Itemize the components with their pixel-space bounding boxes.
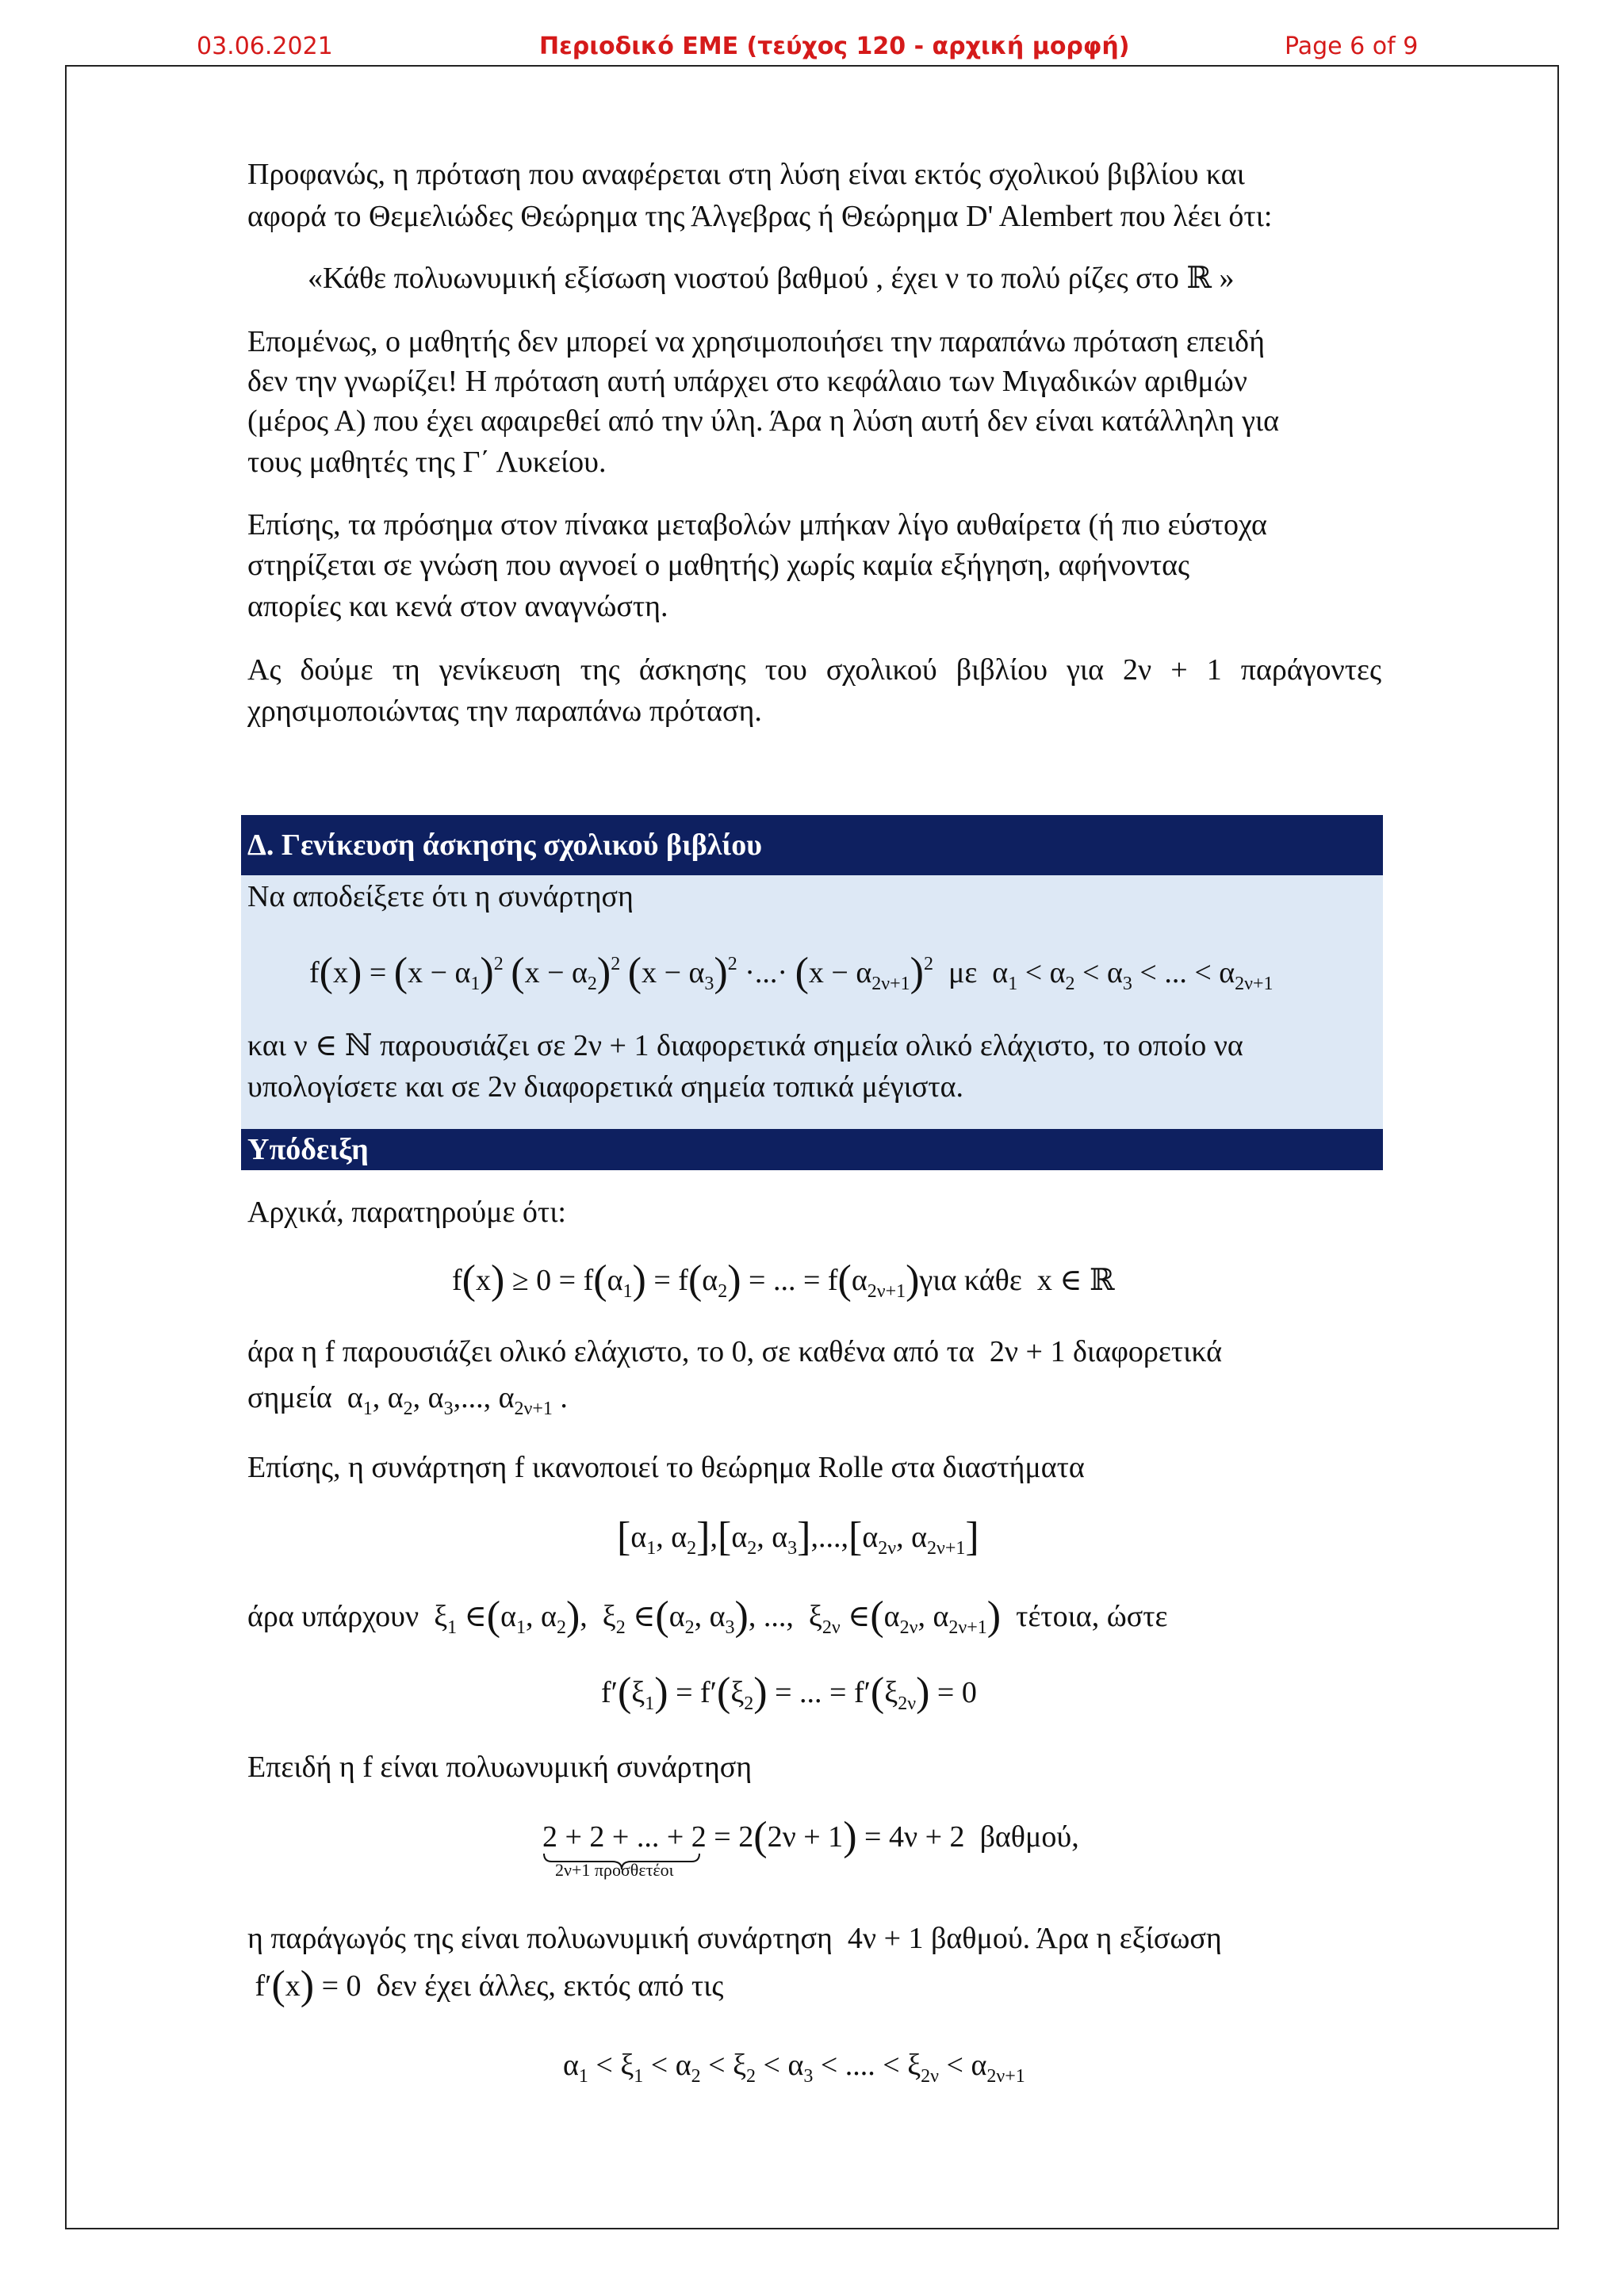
hint-line: σημεία $\alpha_1$, $\alpha_2$, $\alpha_3$,..., $\alpha_{2\nu+1}$ . [247,1381,568,1419]
hint-text-segment: σημεία [247,1381,332,1414]
equation-derivative-zero: $f'(\xi_1) = f'(\xi_2)$ = ... = $f'(\xi_{2\nu}) = 0$ [601,1670,977,1715]
paragraph-line: (μέρος Α) που έχει αφαιρεθεί από την ύλη. Άρα η λύση αυτή δεν είναι κατάλληλη για [247,404,1280,438]
root-ordering: $\alpha_1 < \xi_1 < \alpha_2 < \xi_2 < \alpha_3$ < .... < $\xi_{2\nu} < \alpha_{2\nu+1}$ [563,2049,1025,2087]
problem-line: υπολογίσετε και σε 2ν διαφορετικά σημεία τοπικά μέγιστα. [247,1070,964,1104]
hint-text-segment: η παράγωγός της είναι πολυωνυμική συνάρτηση [247,1922,833,1955]
hint-text: Επειδή η f είναι πολυωνυμική συνάρτηση [247,1751,753,1784]
paragraph-line: Προφανώς, η πρόταση που αναφέρεται στη λύση είναι εκτός σχολικού βιβλίου και [247,158,1245,191]
hint-text: Αρχικά, παρατηρούμε ότι: [247,1196,566,1229]
equation-minimum: $f(x) \ge 0 = f(\alpha_1) = f(\alpha_2)$ = ... = $f(\alpha_{2\nu+1})\gamma\iota\alpha$ κάθε x ∈ ℝ [452,1257,1115,1303]
paragraph-line: Ας δούμε τη γενίκευση της άσκησης του σχολικού βιβλίου για 2ν + 1 παράγοντες [247,653,1381,687]
header-title: Περιοδικό ΕΜΕ (τεύχος 120 - αρχική μορφή) [539,33,1130,60]
problem-formula: $f(x) = (x - \alpha_1)^2$ $(x - \alpha_2)^2$ $(x - \alpha_3)^2$ ·...· $(x - \alpha_{2\nu+1})^2$ με $\alpha_1 < \alpha_2 < \alpha_3$ < ... < $\alpha_{2\nu+1}$ [309,950,1274,995]
header-page-number: Page 6 of 9 [1285,33,1419,60]
hint-line: άρα υπάρχουν $\xi_1$ $\in(\alpha_1$, $\alpha_2$), $\xi_2$ $\in(\alpha_2$, $\alpha_3$), ..., $\xi_{2\nu}$ $\in(\alpha_{2\nu}$, $\alpha_{2\nu+1}$) τέτοια, ώστε [247,1594,1168,1639]
hint-line: f′(x) = 0 δεν έχει άλλες, εκτός από τις [247,1963,724,2008]
hint-text-segment: βαθμού. Άρα η εξίσωση [931,1922,1222,1955]
equation-tail: για κάθε [919,1264,1022,1297]
hint-text-segment: , σε καθένα από τα [746,1335,975,1368]
rolle-intervals: [$\alpha_1$, $\alpha_2],[\alpha_2$, $\alpha_3],...,[\alpha_{2\nu}$, $\alpha_{2\nu+1}$] [617,1514,979,1559]
equation-degree: 2 + 2 + ... + 2 = 2(2ν + 1) = 4ν + 2 βαθμού, [542,1814,1079,1859]
paragraph-line: τους μαθητές της Γ΄ Λυκείου. [247,446,607,479]
brace-label: 2ν+1 προσθετέοι [555,1860,674,1880]
hint-text: Επίσης, η συνάρτηση f ικανοποιεί το θεώρημα Rolle στα διαστήματα [247,1451,1085,1484]
hint-text-segment: δεν έχει άλλες, εκτός από τις [376,1969,724,2003]
hint-heading: Υπόδειξη [241,1129,1383,1170]
paragraph-line: αφορά το Θεμελιώδες Θεώρημα της Άλγεβρας ή Θεώρημα D' Alembert που λέει ότι: [247,200,1273,233]
paragraph-line: χρησιμοποιώντας την παραπάνω πρόταση. [247,695,762,728]
header-date: 03.06.2021 [197,33,333,60]
problem-intro: Να αποδείξετε ότι η συνάρτηση [247,880,634,913]
equation-tail: βαθμού, [979,1820,1079,1854]
paragraph-line: Επίσης, τα πρόσημα στον πίνακα μεταβολών μπήκαν λίγο αυθαίρετα (ή πιο εύστοχα [247,508,1267,541]
hint-line: η παράγωγός της είναι πολυωνυμική συνάρτηση 4ν + 1 βαθμού. Άρα η εξίσωση [247,1922,1222,1955]
hint-line: άρα η f παρουσιάζει ολικό ελάχιστο, το 0, σε καθένα από τα 2ν + 1 διαφορετικά [247,1335,1223,1368]
problem-heading: Δ. Γενίκευση άσκησης σχολικού βιβλίου [241,815,1383,875]
hint-text-segment: διαφορετικά [1072,1335,1223,1368]
paragraph-line: Επομένως, ο μαθητής δεν μπορεί να χρησιμοποιήσει την παραπάνω πρόταση επειδή [247,325,1265,358]
hint-text-segment: άρα η f παρουσιάζει ολικό ελάχιστο, το [247,1335,725,1368]
paragraph-line: απορίες και κενά στον αναγνώστη. [247,590,668,623]
problem-line: και ν ∈ ℕ παρουσιάζει σε 2ν + 1 διαφορετικά σημεία ολικό ελάχιστο, το οποίο να [247,1029,1243,1062]
paragraph-line: στηρίζεται σε γνώση που αγνοεί ο μαθητής) χωρίς καμία εξήγηση, αφήνοντας [247,549,1190,582]
hint-text-segment: άρα υπάρχουν [247,1600,419,1633]
paragraph-line: δεν την γνωρίζει! Η πρόταση αυτή υπάρχει στο κεφάλαιο των Μιγαδικών αριθμών [247,365,1247,398]
hint-text-segment: τέτοια, ώστε [1016,1600,1168,1633]
theorem-quote: «Κάθε πολυωνυμική εξίσωση νιοστού βαθμού , έχει ν το πολύ ρίζες στο ℝ » [308,262,1235,295]
